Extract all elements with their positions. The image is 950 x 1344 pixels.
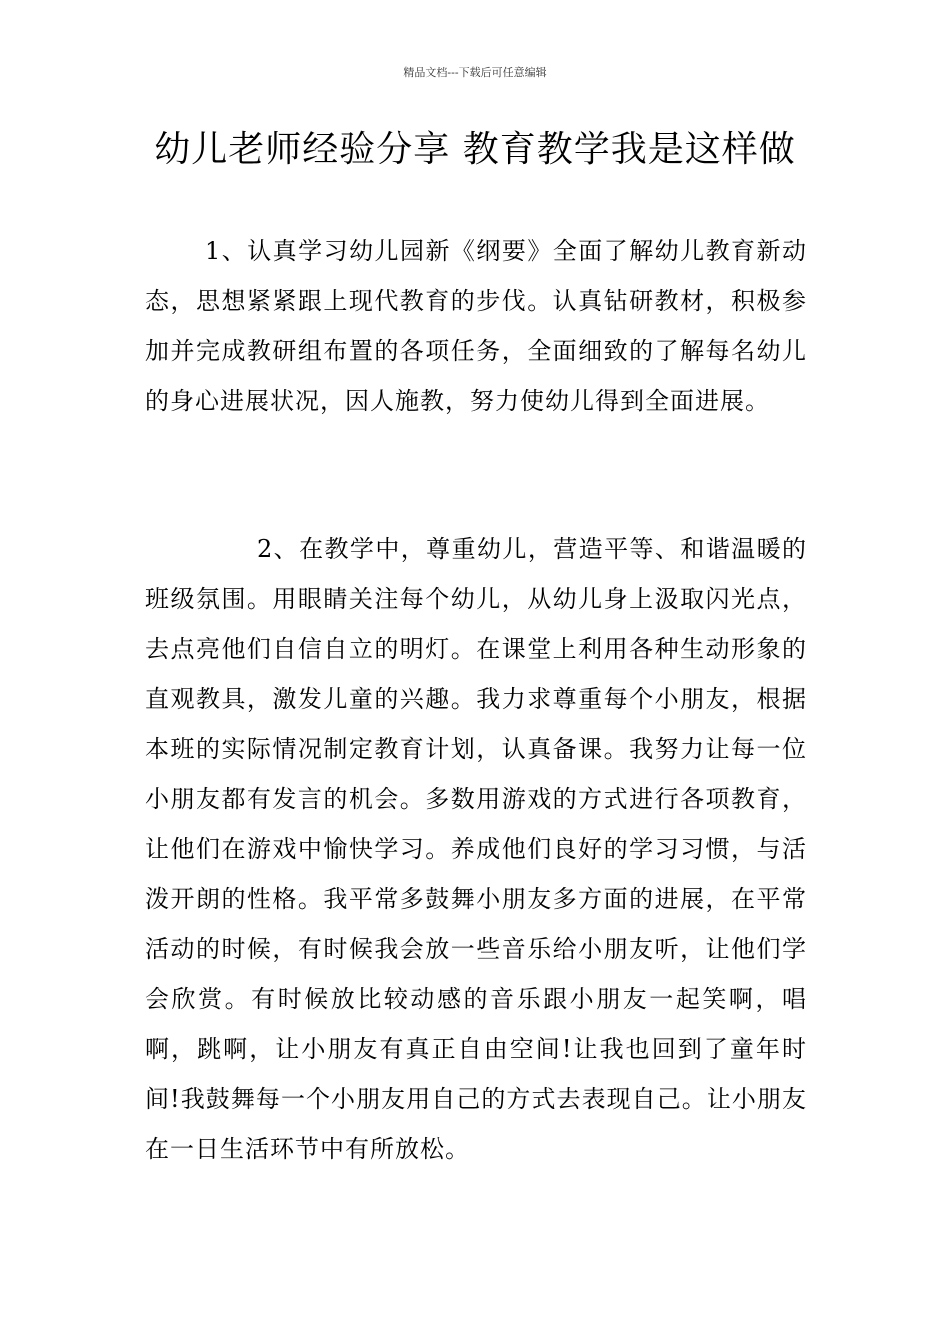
document-title: 幼儿老师经验分享 教育教学我是这样做 [154, 129, 796, 170]
paragraph-1-text: 1、认真学习幼儿园新《纲要》全面了解幼儿教育新动态，思想紧紧跟上现代教育的步伐。认真钻研教材，积极参加并完成教研组布置的各项任务，全面细致的了解每名幼儿的身心进展状况，因人施教，努力使幼儿得到全面进展。 [145, 237, 807, 415]
paragraph-2-text: 2、在教学中，尊重幼儿，营造平等、和谐温暖的班级氛围。用眼睛关注每个幼儿，从幼儿身上汲取闪光点，去点亮他们自信自立的明灯。在课堂上利用各种生动形象的直观教具，激发儿童的兴趣。我力求尊重每个小朋友，根据本班的实际情况制定教育计划，认真备课。我努力让每一位小朋友都有发言的机会。多数用游戏的方式进行各项教育，让他们在游戏中愉快学习。养成他们良好的学习习惯，与活泼开朗的性格。我平常多鼓舞小朋友多方面的进展，在平常活动的时候，有时候我会放一些音乐给小朋友听，让他们学会欣赏。有时候放比较动感的音乐跟小朋友一起笑啊，唱啊，跳啊，让小朋友有真正自由空间!让我也回到了童年时间!我鼓舞每一个小朋友用自己的方式去表现自己。让小朋友在一日生活环节中有所放松。 [145, 535, 807, 1163]
paragraph-1 [145, 226, 807, 426]
paragraph-2 [145, 524, 807, 1174]
header-note: 精品文档---下载后可任意编辑 [403, 66, 547, 79]
